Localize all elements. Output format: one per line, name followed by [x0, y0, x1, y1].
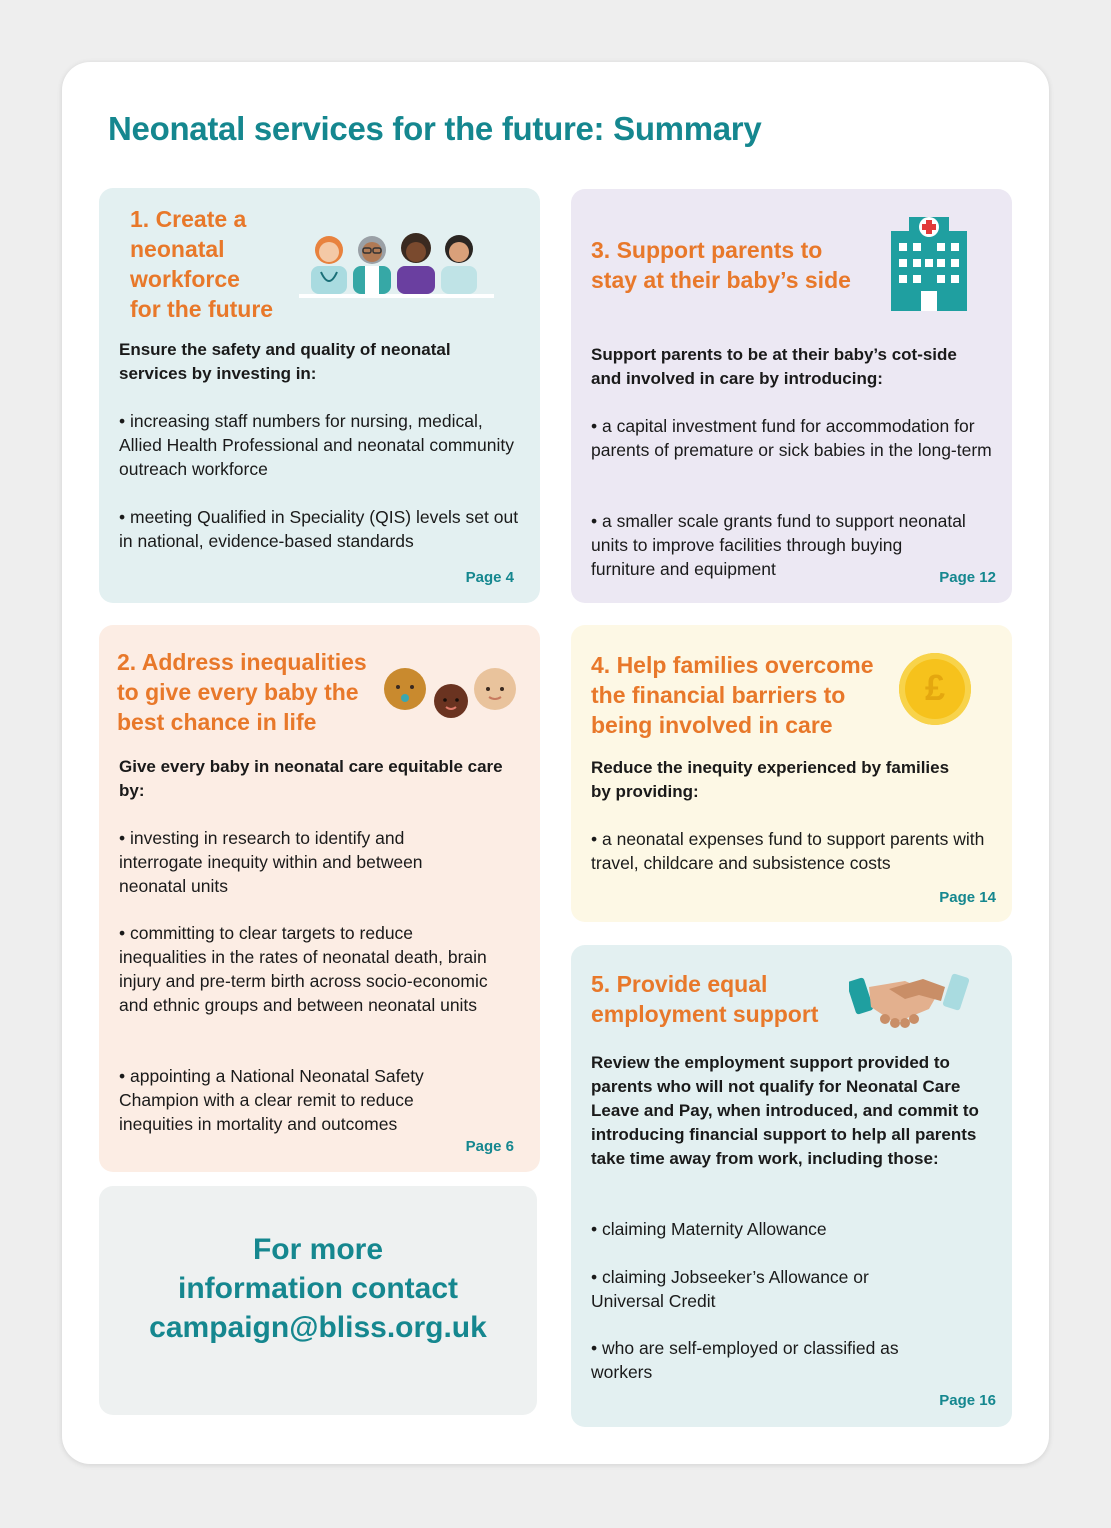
section-workforce-card — [99, 188, 540, 603]
page-reference: Page 14 — [939, 889, 996, 906]
section-heading: 4. Help families overcome the financial barriers to being involved in care — [591, 652, 874, 738]
section-lead: Support parents to be at their baby’s cot-side and involved in care by introducing: — [591, 345, 957, 388]
bullet-item: • investing in research to identify and interrogate inequity within and between neonatal units — [119, 828, 423, 896]
page-reference: Page 16 — [939, 1392, 996, 1409]
bullet-item: • meeting Qualified in Speciality (QIS) levels set out in national, evidence-based standards — [119, 507, 519, 551]
section-lead: Give every baby in neonatal care equitable care by: — [119, 757, 503, 800]
healthcare-workers-icon — [299, 228, 494, 300]
section-heading: 5. Provide equal employment support — [591, 971, 819, 1027]
handshake-icon — [849, 965, 969, 1035]
section-lead: Review the employment support provided to parents who will not qualify for Neonatal Care Leave and Pay, when introduced, and commit to introducing financial support to help all parents take time away from work, including those: — [591, 1053, 979, 1168]
bullet-item: • committing to clear targets to reduce inequalities in the rates of neonatal death, brain injury and pre-term birth across socio-economic and ethnic groups and between neonatal units — [119, 923, 488, 1015]
page-reference: Page 12 — [939, 569, 996, 586]
pound-coin-icon — [899, 653, 971, 725]
pound-symbol: £ — [924, 667, 946, 708]
section-heading: 1. Create a neonatal workforce for the future — [130, 206, 274, 322]
section-financial-barriers-card — [571, 625, 1012, 922]
section-inequalities-card — [99, 625, 540, 1172]
contact-card — [99, 1186, 537, 1415]
section-lead: Reduce the inequity experienced by families by providing: — [591, 758, 950, 801]
section-lead: Ensure the safety and quality of neonatal services by investing in: — [119, 340, 451, 383]
page-reference: Page 6 — [465, 1138, 514, 1155]
contact-email-link[interactable]: campaign@bliss.org.uk — [149, 1311, 487, 1344]
bullet-item: • increasing staff numbers for nursing, medical, Allied Health Professional and neonatal community outreach workforce — [119, 411, 514, 479]
bullet-item: • a neonatal expenses fund to support parents with travel, childcare and subsistence costs — [591, 829, 985, 873]
babies-icon — [381, 665, 521, 725]
bullet-item: • claiming Maternity Allowance — [591, 1219, 827, 1239]
section-heading: 3. Support parents to stay at their baby’s side — [591, 237, 851, 293]
bullet-item: • a smaller scale grants fund to support neonatal units to improve facilities through buying furniture and equipment — [591, 511, 966, 579]
page-reference: Page 4 — [465, 569, 514, 586]
bullet-item: • a capital investment fund for accommodation for parents of premature or sick babies in the long-term — [591, 416, 992, 460]
hospital-icon — [891, 211, 967, 311]
section-employment-support-card — [571, 945, 1012, 1427]
bullet-item: • claiming Jobseeker’s Allowance or Universal Credit — [591, 1267, 869, 1311]
bullet-item: • appointing a National Neonatal Safety Champion with a clear remit to reduce inequities in mortality and outcomes — [119, 1066, 424, 1134]
bullet-item: • who are self-employed or classified as workers — [591, 1338, 899, 1382]
section-heading: 2. Address inequalities to give every baby the best chance in life — [117, 649, 367, 735]
section-parents-card — [571, 189, 1012, 603]
page-title: Neonatal services for the future: Summary — [108, 110, 762, 147]
contact-text: For more information contact campaign@bliss.org.uk — [149, 1233, 487, 1344]
